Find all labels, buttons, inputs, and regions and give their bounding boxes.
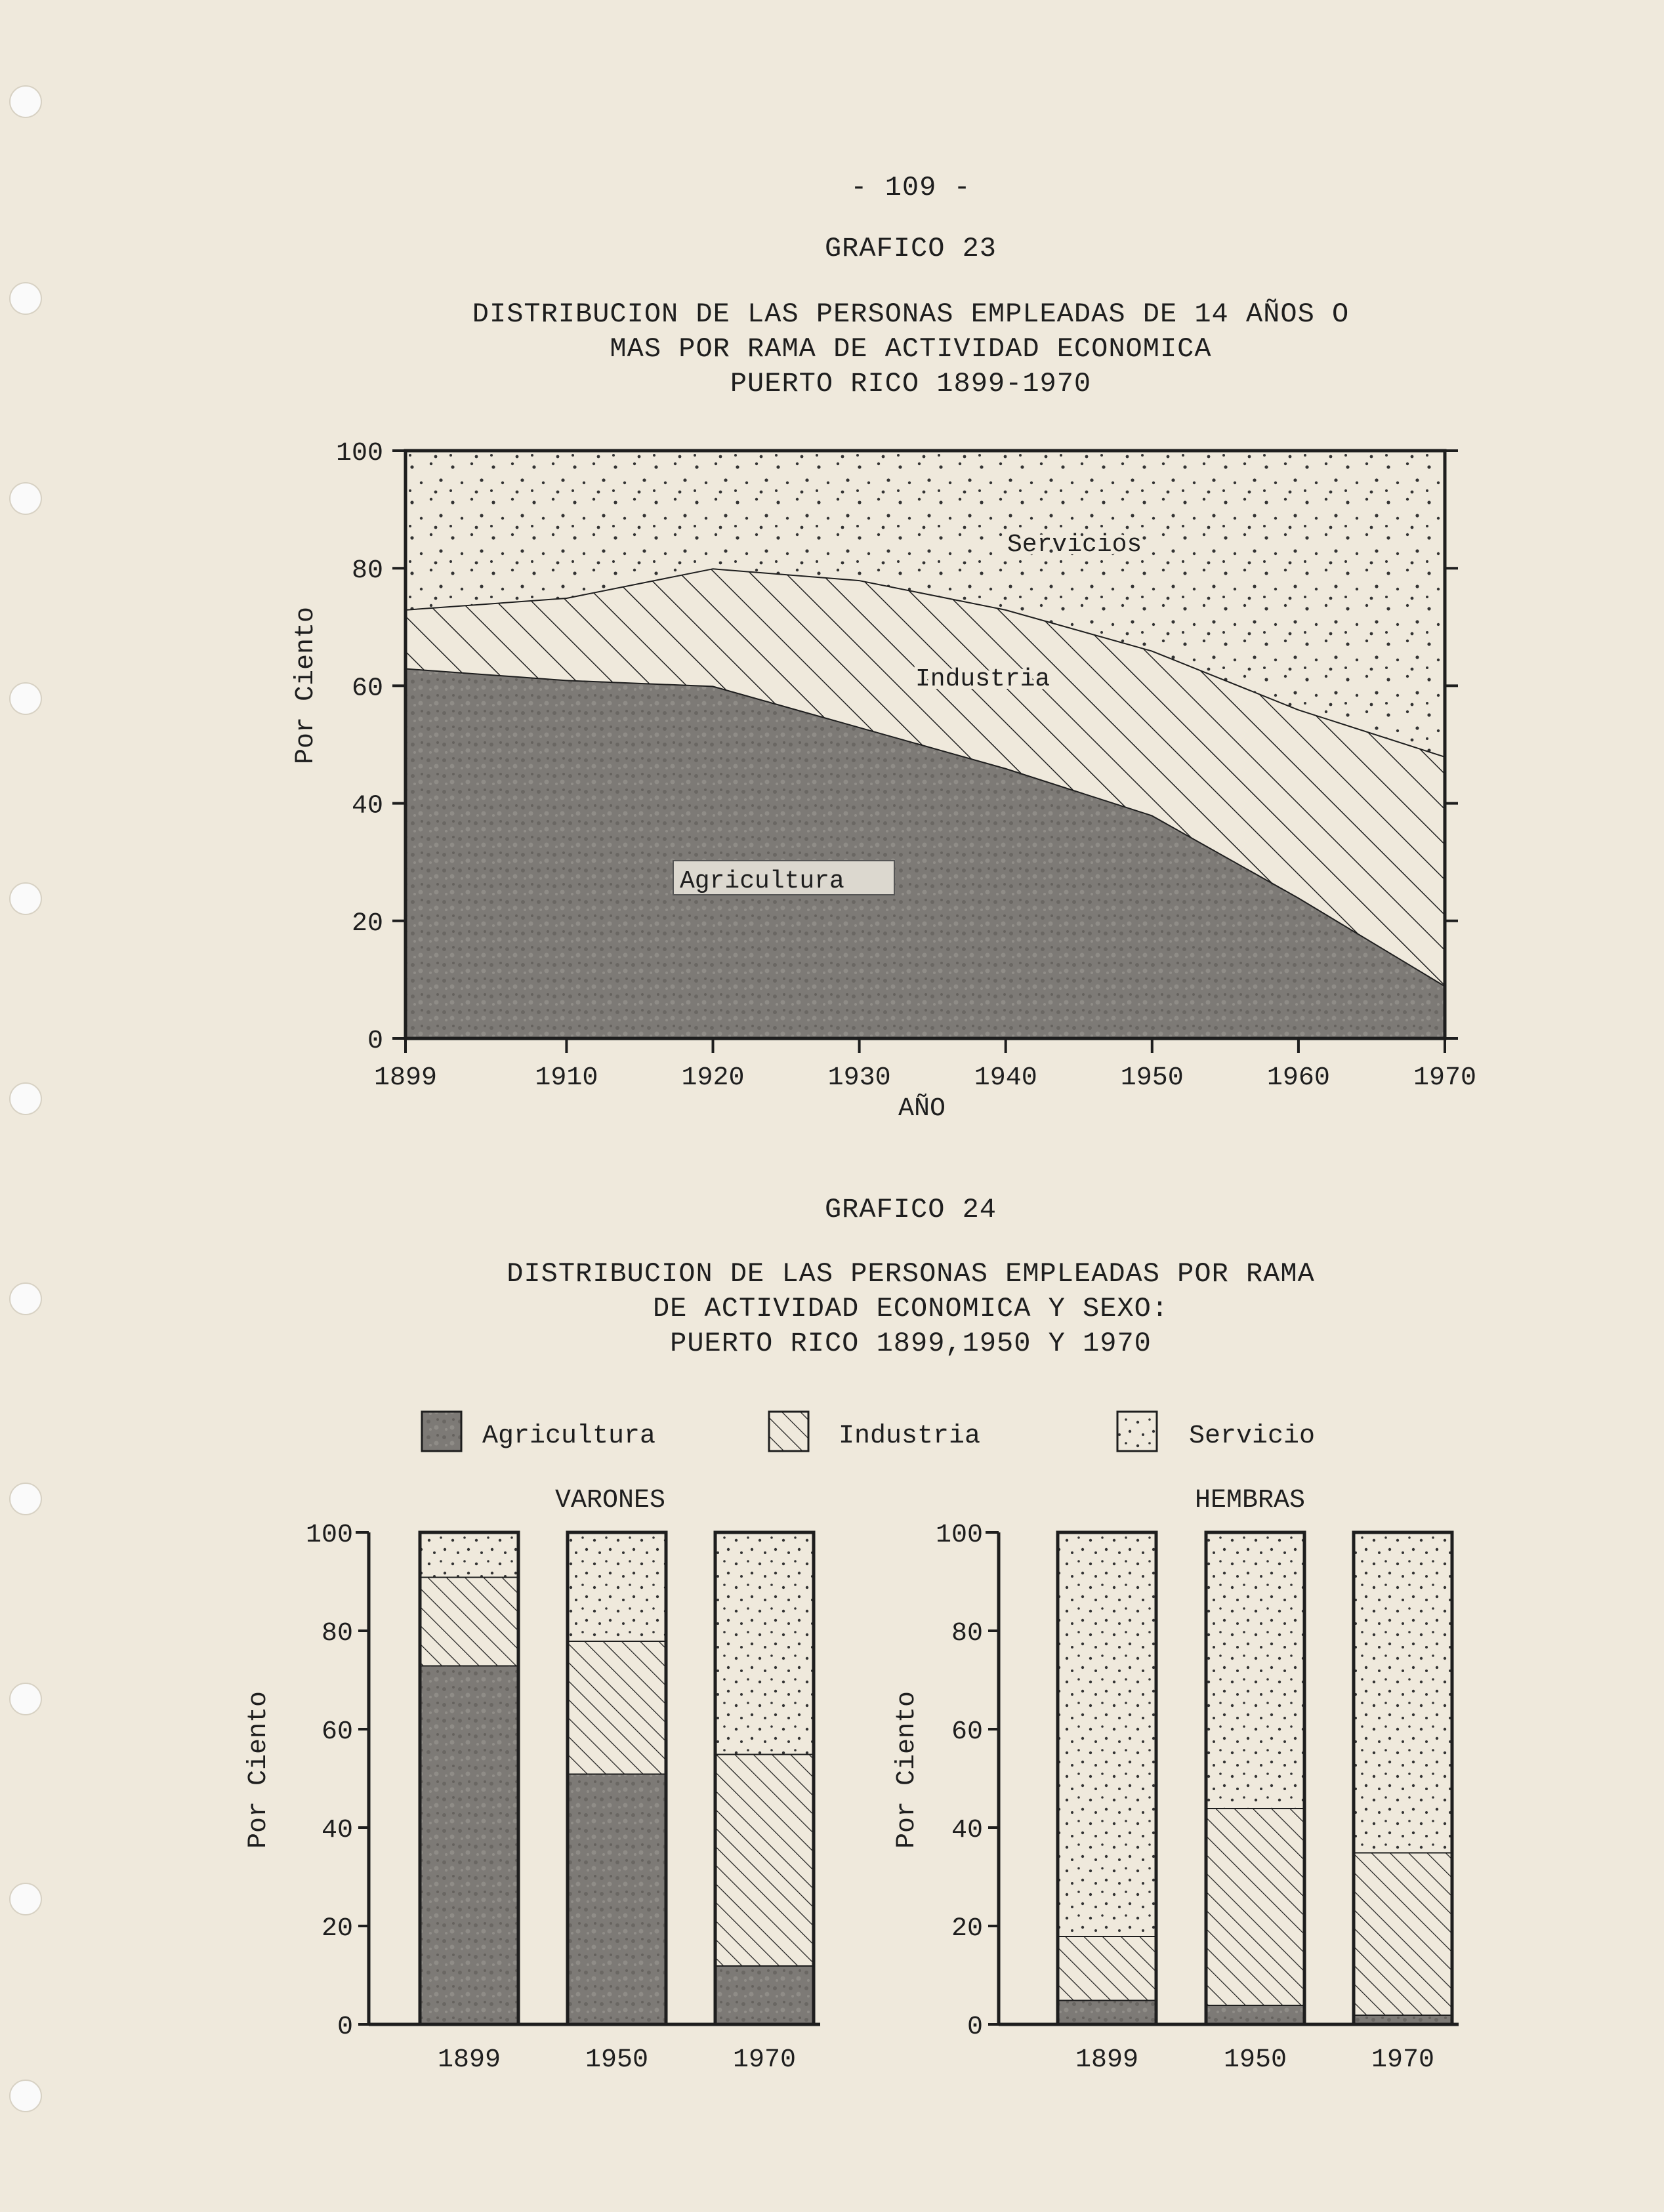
x-tick-label: 1940: [974, 1063, 1037, 1093]
chart23-title-line-3: PUERTO RICO 1899-1970: [730, 368, 1092, 399]
chart23-title-line-1: DISTRIBUCION DE LAS PERSONAS EMPLEADAS DE 14 AÑOS O: [472, 298, 1350, 330]
bar-segment-industria: [1058, 1936, 1156, 2000]
bar-segment-agricultura: [1206, 2005, 1304, 2024]
chart23-area-label-agricultura: Agricultura: [680, 867, 844, 895]
bar-segment-agricultura: [420, 1666, 518, 2025]
bar-segment-servicio: [1354, 1532, 1452, 1853]
chart24-varones-y-axis-label: Por Ciento: [244, 1690, 274, 1849]
y-tick-label: 20: [951, 1914, 983, 1944]
y-tick-label: 20: [351, 909, 383, 939]
x-tick-label: 1920: [681, 1063, 745, 1093]
x-tick-label: 1910: [535, 1063, 598, 1093]
y-tick-label: 40: [951, 1816, 983, 1845]
y-tick-label: 100: [935, 1521, 983, 1550]
chart24-title-line-3: PUERTO RICO 1899,1950 Y 1970: [670, 1328, 1152, 1359]
y-tick-label: 0: [967, 2013, 983, 2042]
y-tick-label: 0: [337, 2013, 353, 2042]
chart24-panel-title-hembras: HEMBRAS: [1194, 1486, 1306, 1515]
legend-swatch-industria: [769, 1412, 808, 1451]
x-tick-label: 1899: [373, 1063, 438, 1093]
x-category-label: 1950: [585, 2045, 649, 2075]
chart24-label: GRAFICO 24: [824, 1194, 997, 1225]
y-tick-label: 40: [321, 1816, 353, 1845]
bar-segment-servicio: [568, 1532, 666, 1641]
legend-swatch-agricultura: [422, 1412, 461, 1451]
bar-segment-industria: [715, 1754, 814, 1966]
x-category-label: 1950: [1223, 2045, 1287, 2075]
y-tick-label: 60: [351, 674, 383, 704]
y-tick-label: 80: [951, 1619, 983, 1649]
chart23-area-label-servicios: Servicios: [1007, 531, 1142, 559]
chart23-label: GRAFICO 23: [824, 233, 997, 264]
y-tick-label: 100: [335, 439, 383, 468]
chart23-areas: [406, 451, 1445, 1038]
y-tick-label: 80: [351, 556, 383, 586]
chart23-area-label-industria: Industria: [915, 665, 1050, 693]
y-tick-label: 60: [951, 1717, 983, 1747]
bar-segment-agricultura: [568, 1774, 666, 2025]
bar-segment-agricultura: [715, 1965, 814, 2024]
bar-segment-servicio: [715, 1532, 814, 1754]
chart23-title-line-2: MAS POR RAMA DE ACTIVIDAD ECONOMICA: [610, 333, 1212, 365]
y-tick-label: 80: [321, 1619, 353, 1649]
y-tick-label: 0: [367, 1027, 383, 1056]
bar-segment-industria: [568, 1641, 666, 1774]
x-tick-label: 1950: [1120, 1063, 1184, 1093]
x-category-label: 1899: [1075, 2045, 1139, 2075]
bar-segment-servicio: [420, 1532, 518, 1577]
bar-segment-industria: [1354, 1853, 1452, 2015]
legend-label-servicio: Servicio: [1189, 1422, 1316, 1451]
chart24-title-line-2: DE ACTIVIDAD ECONOMICA Y SEXO:: [652, 1293, 1169, 1324]
legend-label-agricultura: Agricultura: [482, 1422, 656, 1451]
y-tick-label: 60: [321, 1717, 353, 1747]
y-tick-label: 100: [305, 1521, 353, 1550]
x-category-label: 1970: [732, 2045, 797, 2075]
chart23-x-axis-label: AÑO: [898, 1094, 946, 1124]
y-tick-label: 20: [321, 1914, 353, 1944]
chart24-title-line-1: DISTRIBUCION DE LAS PERSONAS EMPLEADAS POR RAMA: [507, 1258, 1315, 1290]
x-tick-label: 1970: [1413, 1063, 1477, 1093]
bar-segment-agricultura: [1058, 2000, 1156, 2025]
bar-segment-servicio: [1058, 1532, 1156, 1936]
chart24-legend: [422, 1412, 1315, 1451]
x-tick-label: 1960: [1266, 1063, 1330, 1093]
chart24-hembras-panel: [936, 1521, 1459, 2075]
x-tick-label: 1930: [827, 1063, 891, 1093]
y-tick-label: 40: [351, 791, 383, 821]
page-number: - 109 -: [850, 172, 971, 203]
legend-label-industria: Industria: [839, 1422, 981, 1451]
chart24-varones-panel: [306, 1521, 820, 2075]
chart23-y-axis-label: Por Ciento: [291, 606, 321, 765]
bar-segment-servicio: [1206, 1532, 1304, 1808]
chart24-panel-title-varones: VARONES: [554, 1486, 666, 1515]
chart24-hembras-y-axis-label: Por Ciento: [892, 1690, 922, 1849]
bar-segment-industria: [1206, 1808, 1304, 2005]
x-category-label: 1970: [1371, 2045, 1435, 2075]
x-category-label: 1899: [437, 2045, 501, 2075]
bar-segment-industria: [420, 1577, 518, 1666]
legend-swatch-servicio: [1117, 1412, 1157, 1451]
